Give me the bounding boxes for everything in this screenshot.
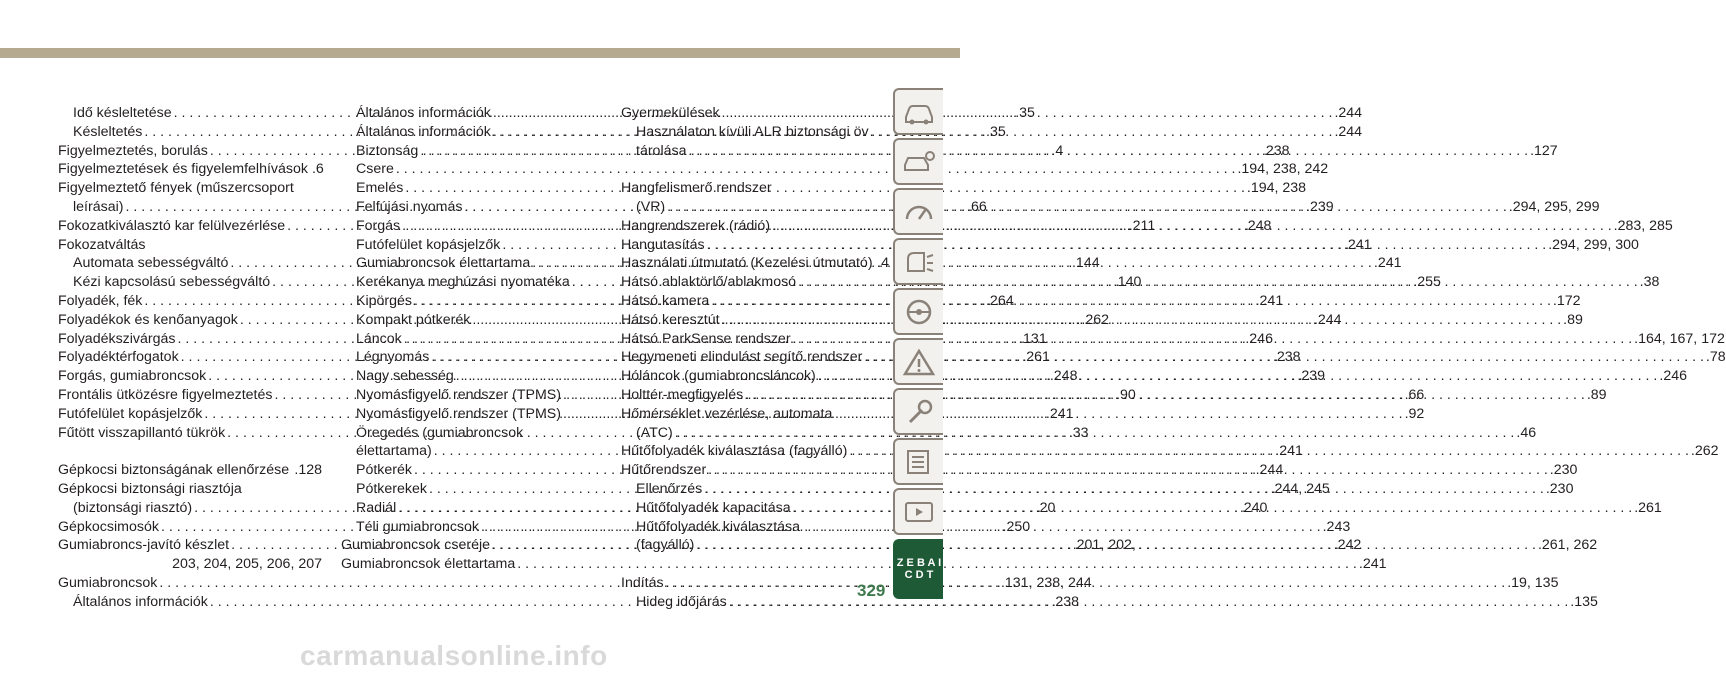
entry-page-ref[interactable]: .78 (1705, 349, 1726, 366)
entry-page-ref[interactable]: .33 (1068, 424, 1089, 441)
chapter-tabs (893, 88, 945, 602)
tab-multimedia-icon[interactable] (893, 488, 943, 535)
entry-page-ref[interactable]: .238 (1272, 349, 1301, 366)
entry-label: (VR) (636, 198, 666, 215)
index-tab-letters: Z E B A I C D T (896, 557, 942, 581)
entry-label: Automata sebességváltó (73, 255, 229, 272)
entry-label: Figyelmeztetés, borulás (58, 142, 208, 159)
entry-page-ref[interactable]: .89 (1586, 386, 1607, 403)
entry-page-ref[interactable]: .242 (1333, 537, 1362, 554)
header-rule (0, 48, 960, 58)
entry-label: Idő késleltetése (73, 105, 172, 121)
tab-hazard-icon[interactable] (893, 338, 943, 385)
leader-dots (708, 461, 1548, 480)
entry-label: Hangrendszerek (rádió) (621, 217, 771, 234)
entry-label: Indítás (621, 574, 664, 591)
entry-page-ref[interactable]: .131 (1019, 330, 1047, 347)
entry-page-ref[interactable]: .243 (1322, 518, 1351, 535)
entry-page-ref[interactable]: .90 (1116, 386, 1136, 403)
leader-dots (707, 236, 1547, 255)
entry-label: Fűtött visszapillantó tükrök (58, 424, 226, 441)
header-band (0, 0, 960, 59)
entry-label: Kézi kapcsolású sebességváltó (73, 274, 271, 291)
entry-page-ref[interactable]: .127 (1530, 142, 1558, 159)
leader-dots (864, 348, 1704, 367)
entry-label: Kompakt pótkerék (356, 311, 471, 328)
entry-page-ref[interactable]: .66 (967, 198, 987, 215)
entry-page-ref[interactable]: .38 (1639, 274, 1660, 291)
entry-label: Általános információk (356, 123, 491, 140)
entry-page-ref[interactable]: .35 (1015, 105, 1035, 121)
leader-dots (711, 292, 1551, 311)
entry-label: Gépkocsi biztonságának ellenőrzése (58, 462, 290, 479)
entry-page-ref[interactable]: .201, 202, (1072, 537, 1136, 554)
entry-page-ref[interactable]: .239 (1297, 368, 1326, 385)
index-entry (621, 254, 889, 273)
entry-page-ref[interactable]: .261, 262 (1537, 537, 1598, 554)
entry-page-ref[interactable]: .244 (1313, 311, 1342, 328)
index-heading: Hőmérséklet vezérlése, automata (621, 405, 833, 422)
entry-page-ref[interactable]: .211 (1128, 217, 1156, 234)
entry-label: Frontális ütközésre figyelmeztetés (58, 386, 273, 403)
entry-page-ref[interactable]: .241 (1045, 405, 1074, 422)
index-entry (341, 160, 1329, 179)
entry-page-ref[interactable]: .194, 238 (1246, 180, 1307, 197)
leader-dots (696, 536, 1536, 555)
entry-page-ref[interactable]: .241 (1275, 443, 1303, 460)
leader-dots (675, 424, 1515, 443)
leader-dots (704, 480, 1544, 499)
tab-car-icon[interactable] (893, 88, 943, 135)
entry-page-ref[interactable]: .140 (1113, 274, 1142, 291)
entry-label: élettartama) (356, 443, 432, 460)
entry-label: Hátsó keresztút (621, 311, 720, 328)
index-gap (621, 160, 889, 179)
entry-label: leírásai) (73, 198, 124, 215)
entry-page-ref[interactable]: .261 (1634, 499, 1662, 516)
entry-page-ref[interactable]: .89 (1563, 311, 1583, 328)
entry-page-ref[interactable]: .238 (1261, 142, 1290, 159)
entry-label: Figyelmeztetések és figyelemfelhívások (58, 161, 308, 178)
entry-page-ref[interactable]: .294, 295, 299 (1508, 198, 1600, 215)
entry-page-ref[interactable]: .66 (1404, 386, 1425, 403)
leader-dots (688, 142, 1528, 161)
tab-car-key-icon[interactable] (893, 138, 943, 185)
entry-page-ref[interactable]: .172 (1552, 292, 1581, 309)
entry-label: Hűtőfolyadék kiválasztása (fagyálló) (621, 443, 848, 460)
leader-dots (729, 593, 1569, 612)
entry-label: Használati útmutató (Kezelési útmutató) (621, 255, 873, 272)
entry-label: Gépkocsimosók (58, 518, 159, 535)
index-heading: Gyermekülések (621, 105, 720, 121)
entry-label: Hátsó kamera (621, 292, 710, 309)
tab-specs-icon[interactable] (893, 438, 943, 485)
entry-label: Holttér-megfigyelés (621, 386, 744, 403)
entry-page-ref[interactable]: .244 (1334, 123, 1363, 140)
index-entry (58, 160, 322, 179)
entry-page-ref[interactable]: .246 (1659, 368, 1687, 385)
entry-page-ref[interactable]: .250 (1002, 518, 1031, 535)
entry-label: Hűtőfolyadék kapacitása (636, 499, 791, 516)
entry-label: Pótkerék (356, 462, 412, 479)
tab-service-icon[interactable] (893, 388, 943, 435)
tab-index-active[interactable] (893, 539, 943, 599)
entry-page-ref[interactable]: .194, 238, 242 (1237, 161, 1329, 178)
index-heading: Öregedés (gumiabroncsok (356, 424, 524, 441)
entry-page-ref[interactable]: .262 (1081, 311, 1110, 328)
entry-page-ref[interactable]: .244 (1255, 462, 1284, 479)
entry-label: Gumiabroncsok élettartama (341, 556, 516, 573)
entry-label: Kipörgés (356, 292, 412, 309)
leader-dots (667, 198, 1507, 217)
entry-label: Késleltetés (73, 123, 143, 140)
entry-page-ref[interactable]: .262 (1690, 443, 1719, 460)
footer (0, 640, 960, 678)
entry-page-ref[interactable]: .241 (1358, 556, 1387, 573)
entry-page-ref[interactable]: .240 (1239, 499, 1268, 516)
index-entry (58, 461, 322, 480)
entry-label: Radiál (356, 499, 397, 516)
entry-label: Csere (356, 161, 394, 178)
entry-page-ref[interactable]: .239 (1306, 198, 1334, 215)
entry-label: Gumiabroncsok élettartama (356, 255, 531, 272)
index-heading: Hangfelismerő rendszer (621, 180, 772, 197)
entry-label: Folyadék, fék (58, 292, 143, 309)
entry-label: Folyadékok és kenőanyagok (58, 311, 238, 328)
leader-dots (722, 311, 1562, 330)
entry-page-ref[interactable]: .241 (1343, 236, 1372, 253)
index-gap (621, 555, 889, 574)
entry-label: Hangutasítás (621, 236, 705, 253)
entry-page-ref[interactable]: .261 (1022, 349, 1050, 366)
entry-label: Gumiabroncsok (58, 574, 158, 591)
entry-label: Futófelület kopásjelzők (58, 405, 203, 422)
entry-label: Forgás, gumiabroncsok (58, 368, 207, 385)
entry-label: Folyadékszivárgás (58, 330, 176, 347)
entry-label: Nagy sebesség (356, 368, 454, 385)
leader-dots (875, 254, 876, 273)
entry-page-ref[interactable]: .238 (1051, 593, 1080, 610)
entry-page-ref[interactable]: .128 (294, 462, 322, 479)
leader-dots (666, 574, 1506, 593)
entry-page-ref[interactable]: .164, 167, 172 (1634, 330, 1725, 347)
entry-label: Kerékanya meghúzási nyomatéka (356, 274, 570, 291)
entry-page-ref[interactable]: .283, 285 (1613, 217, 1673, 234)
entry-label: Gumiabroncs-javító készlet (58, 537, 230, 554)
entry-label: (biztonsági riasztó) (73, 499, 193, 516)
entry-label: Folyadéktérfogatok (58, 349, 179, 366)
entry-label: Láncok (356, 330, 402, 347)
entry-page-ref[interactable]: .294, 299, 300 (1548, 236, 1639, 253)
watermark: carmanualsonline.info (300, 640, 608, 671)
index-heading: Használaton kívüli ALR biztonsági öv (636, 123, 869, 140)
leader-dots (745, 386, 1585, 405)
entry-page-ref[interactable]: .241 (1255, 292, 1284, 309)
index-heading: Figyelmeztető fények (műszercsoport (58, 180, 294, 197)
entry-page-ref[interactable]: .46 (1516, 424, 1537, 441)
entry-label: Gumiabroncsok cseréje (341, 537, 491, 554)
entry-page-continuation: 203, 204, 205, 206, 207 (172, 556, 322, 573)
entry-page-ref[interactable]: .131, 238, 244 (1000, 574, 1092, 591)
index-gap (58, 442, 322, 461)
entry-page-ref[interactable]: .255 (1413, 274, 1441, 291)
entry-label: Hátsó ParkSense rendszer (621, 330, 791, 347)
entry-page-ref[interactable]: .144 (1071, 255, 1100, 272)
entry-label: Általános információk (73, 593, 208, 610)
tab-warning-light-icon[interactable] (893, 238, 943, 285)
entry-page-ref[interactable]: .248 (1243, 217, 1272, 234)
page-number: 329 (857, 581, 886, 600)
entry-page-ref[interactable]: .135 (1570, 593, 1598, 610)
entry-page-ref[interactable]: .4 (877, 255, 889, 272)
entry-page-ref[interactable]: .19, 135 (1507, 574, 1559, 591)
entry-label: Emelés (356, 180, 404, 197)
entry-label: (fagyálló) (636, 537, 695, 554)
entry-page-ref[interactable]: .20 (1035, 499, 1056, 516)
entry-label: Légnyomás (356, 349, 430, 366)
index-heading: Fokozatváltás (58, 236, 146, 253)
tab-steering-wheel-icon[interactable] (893, 288, 943, 335)
entry-page-ref[interactable]: .241 (1373, 255, 1402, 272)
entry-page-ref[interactable]: .35 (986, 123, 1006, 140)
entry-label: Hideg időjárás (636, 593, 727, 610)
index-heading: Gépkocsi biztonsági riasztója (58, 480, 242, 497)
entry-label: Forgás (356, 217, 401, 234)
entry-label: Felfújási nyomás (356, 198, 463, 215)
entry-label: Fokozatkiválasztó kar felülvezérlése (58, 217, 286, 234)
entry-page-ref[interactable]: .6 (311, 161, 324, 178)
leader-dots (849, 442, 1689, 461)
entry-page-ref[interactable]: .230 (1545, 480, 1574, 497)
entry-label: Hegymeneti elindulást segítő rendszer (621, 349, 863, 366)
entry-label: Hátsó ablaktörlő/ablakmosó (621, 274, 797, 291)
entry-page-ref[interactable]: .92 (1404, 405, 1425, 422)
entry-label: Nyomásfigyelő rendszer (TPMS) (356, 405, 561, 422)
entry-page-ref[interactable]: .230 (1549, 462, 1578, 479)
entry-label: Futófelület kopásjelzők (356, 236, 501, 253)
entry-label: Téli gumiabroncsok (356, 518, 480, 535)
entry-page-ref[interactable]: .246 (1245, 330, 1273, 347)
entry-page-ref[interactable]: .4 (1051, 142, 1064, 159)
entry-label: Biztonság (356, 142, 419, 159)
entry-label: Pótkerekek (356, 480, 427, 497)
entry-label: Nyomásfigyelő rendszer (TPMS) (356, 386, 561, 403)
entry-label: (ATC) (636, 424, 673, 441)
entry-label: Hűtőrendszer (621, 462, 707, 479)
index-heading: Hűtőfolyadék kiválasztása (636, 518, 801, 535)
entry-label: Általános információk (356, 105, 491, 121)
entry-page-ref[interactable]: .248 (1049, 368, 1078, 385)
entry-label: tárolása (636, 142, 687, 159)
tab-gauge-icon[interactable] (893, 188, 943, 235)
entry-page-ref[interactable]: .244 (1334, 105, 1363, 121)
entry-label: Ellenőrzés (636, 480, 703, 497)
entry-page-ref[interactable]: .264 (985, 292, 1014, 309)
entry-page-ref[interactable]: .244, 245 (1270, 480, 1330, 497)
leader-dots (291, 461, 292, 480)
entry-label: Hóláncok (gumiabroncsláncok) (621, 368, 816, 385)
